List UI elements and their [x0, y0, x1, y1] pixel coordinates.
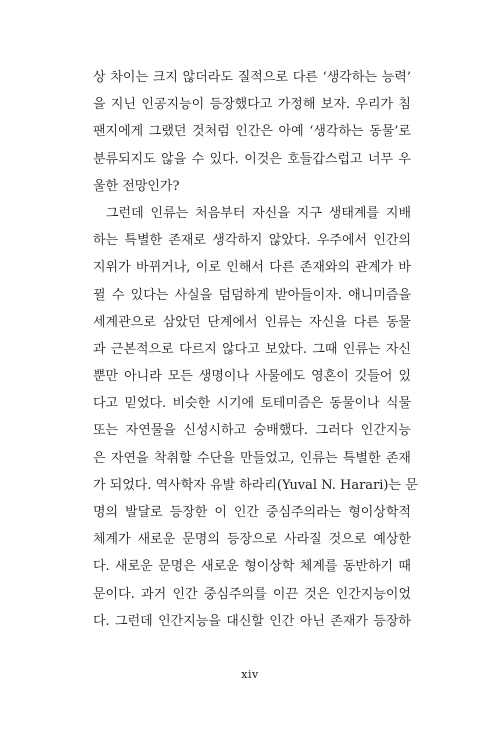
text-line: 명의 발달로 등장한 이 인간 중심주의라는 형이상학적 — [93, 505, 411, 520]
page-body-text — [93, 64, 418, 635]
text-line: 뀔 수 있다는 사실을 덤덤하게 받아들이자. 애니미즘을 — [93, 287, 411, 303]
paragraph-2 — [93, 200, 418, 635]
text-line: 을 지닌 인공지능이 등장했다고 가정해 보자. 우리가 침 — [93, 97, 411, 113]
text-line: 팬지에게 그랬던 것처럼 인간은 아예 ‘생각하는 동물’로 — [93, 124, 411, 140]
text-line: 세계관으로 삼았던 단계에서 인류는 자신을 다른 동물 — [93, 314, 411, 330]
text-line: 다. 그런데 인간지능을 대신할 인간 아닌 존재가 등장하 — [93, 613, 411, 629]
text-line: 체계가 새로운 문명의 등장으로 사라질 것으로 예상한 — [93, 532, 411, 548]
text-line: 하는 특별한 존재로 생각하지 않았다. 우주에서 인간의 — [93, 233, 411, 249]
text-line: 다고 믿었다. 비슷한 시기에 토테미즘은 동물이나 식물 — [93, 396, 411, 412]
text-line: 은 자연을 착취할 수단을 만들었고, 인류는 특별한 존재 — [93, 450, 411, 466]
text-line: 상 차이는 크지 않더라도 질적으로 다른 ‘생각하는 능력’ — [93, 70, 411, 85]
paragraph-1 — [93, 64, 411, 200]
text-line: 다. 새로운 문명은 새로운 형이상학 체계를 동반하기 때 — [93, 559, 411, 575]
text-line: 또는 자연물을 신성시하고 숭배했다. 그러다 인간지능 — [93, 423, 411, 439]
page-number: xiv — [241, 668, 259, 681]
text-line: 그런데 인류는 처음부터 자신을 지구 생태계를 지배 — [106, 205, 411, 221]
text-line: 분류되지도 않을 수 있다. 이것은 호들갑스럽고 너무 우 — [93, 151, 411, 167]
text-line: 가 되었다. 역사학자 유발 하라리(Yuval N. Harari)는 문 — [93, 477, 418, 493]
text-line: 문이다. 과거 인간 중심주의를 이끈 것은 인간지능이었 — [93, 586, 411, 602]
text-line: 뿐만 아니라 모든 생명이나 사물에도 영혼이 깃들어 있 — [93, 369, 411, 385]
text-line: 울한 전망인가? — [93, 178, 180, 194]
text-line: 지위가 바뀌거나, 이로 인해서 다른 존재와의 관계가 바 — [93, 260, 411, 276]
text-line: 과 근본적으로 다르지 않다고 보았다. 그때 인류는 자신 — [93, 341, 411, 357]
